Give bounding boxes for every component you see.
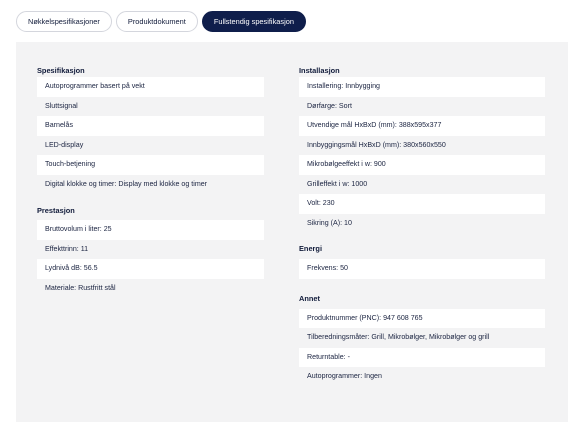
spec-row: Produktnummer (PNC): 947 608 765: [299, 309, 545, 329]
spec-row: Barnelås: [37, 116, 264, 136]
spec-row: Installering: Innbygging: [299, 77, 545, 97]
spec-row: Utvendige mål HxBxD (mm): 388x595x377: [299, 116, 545, 136]
spec-row: Digital klokke og timer: Display med klokke og timer: [45, 179, 208, 188]
spec-row: Bruttovolum i liter: 25: [37, 220, 264, 240]
spec-row: LED-display: [45, 140, 84, 149]
spec-row: Innbyggingsmål HxBxD (mm): 380x560x550: [307, 140, 446, 149]
spec-row: Grilleffekt i w: 1000: [307, 179, 368, 188]
spec-row: Mikrobølgeeffekt i w: 900: [299, 155, 545, 175]
spec-row: Touch-betjening: [37, 155, 264, 175]
section-title-annet: Annet: [299, 293, 320, 303]
spec-row: Autoprogrammer: Ingen: [307, 372, 382, 380]
spec-row: Sluttsignal: [45, 101, 78, 110]
spec-row: Autoprogrammer basert på vekt: [37, 77, 264, 97]
spec-row: Returntable: -: [299, 348, 545, 368]
section-title-prestasjon: Prestasjon: [37, 206, 75, 215]
spec-row: Effekttrinn: 11: [45, 244, 89, 253]
spec-tabs: [16, 11, 306, 32]
spec-row: Sikring (A): 10: [307, 218, 352, 227]
spec-row: Materiale: Rustfritt stål: [45, 283, 116, 292]
spec-row: Dørfarge: Sort: [307, 101, 352, 110]
section-title-installasjon: Installasjon: [299, 66, 340, 75]
tab-key-specs[interactable]: Nøkkelspesifikasjoner: [16, 11, 112, 32]
spec-row: Volt: 230: [299, 194, 545, 214]
spec-row: Tilberedningsmåter: Grill, Mikrobølger, Mikrobølger og grill: [307, 333, 490, 341]
spec-column-left: [37, 42, 264, 298]
spec-row: Frekvens: 50: [299, 259, 545, 279]
section-title-spesifikasjon: Spesifikasjon: [37, 66, 85, 75]
spec-column-right: [299, 42, 545, 387]
spec-row: Lydnivå dB: 56.5: [37, 259, 264, 279]
specification-panel: [16, 42, 568, 422]
tab-full-specification[interactable]: Fullstendig spesifikasjon: [202, 11, 306, 32]
section-title-energi: Energi: [299, 244, 322, 253]
tab-product-documents[interactable]: Produktdokument: [116, 11, 198, 32]
